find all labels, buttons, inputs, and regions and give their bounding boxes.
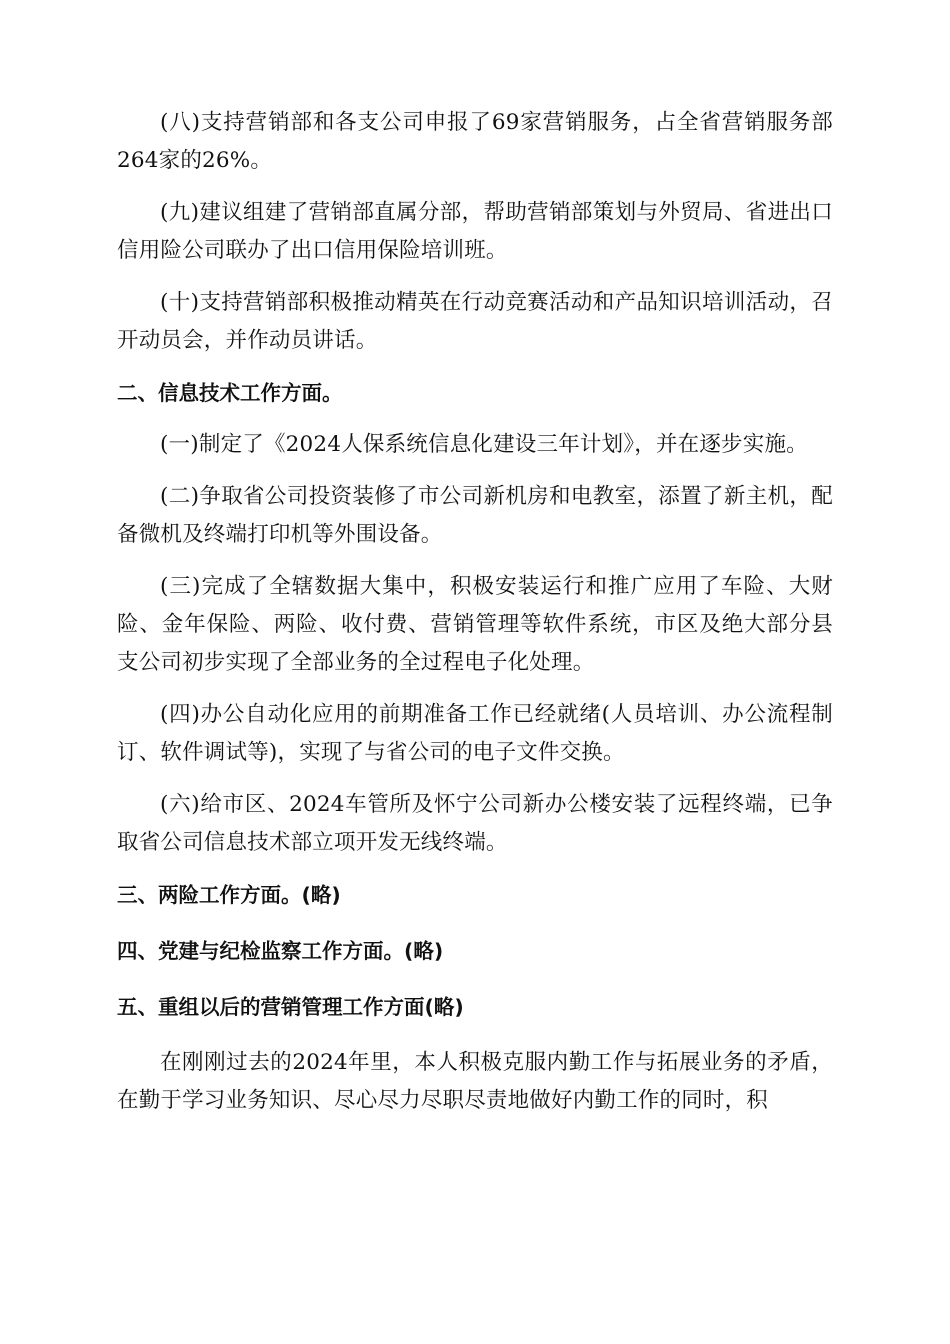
paragraph-item-10: (十)支持营销部积极推动精英在行动竞赛活动和产品知识培训活动，召开动员会，并作动员讲话。	[117, 290, 833, 353]
paragraph-item-9: (九)建议组建了营销部直属分部，帮助营销部策划与外贸局、省进出口信用险公司联办了出口信用保险培训班。	[117, 200, 833, 263]
paragraph-it-3: (三)完成了全辖数据大集中，积极安装运行和推广应用了车险、大财险、金年保险、两险、收付费、营销管理等软件系统，市区及绝大部分县支公司初步实现了全部业务的全过程电子化处理。	[117, 574, 833, 675]
paragraph-it-2: (二)争取省公司投资装修了市公司新机房和电教室，添置了新主机，配备微机及终端打印机等外围设备。	[117, 484, 833, 547]
paragraph-it-1: (一)制定了《2024人保系统信息化建设三年计划》，并在逐步实施。	[160, 432, 808, 457]
paragraph-it-6: (六)给市区、2024车管所及怀宁公司新办公楼安装了远程终端，已争取省公司信息技术部立项开发无线终端。	[117, 792, 833, 855]
paragraph-it-4: (四)办公自动化应用的前期准备工作已经就绪(人员培训、办公流程制订、软件调试等)，实现了与省公司的电子文件交换。	[117, 702, 833, 765]
section-heading-3: 三、两险工作方面。(略)	[117, 883, 341, 907]
paragraph-item-8: (八)支持营销部和各支公司申报了69家营销服务，占全省营销服务部264家的26%。	[117, 110, 833, 173]
section-heading-5: 五、重组以后的营销管理工作方面(略)	[117, 995, 464, 1019]
section-heading-2: 二、信息技术工作方面。	[117, 381, 343, 405]
paragraph-summary: 在刚刚过去的2024年里，本人积极克服内勤工作与拓展业务的矛盾，在勤于学习业务知识、尽心尽力尽职尽责地做好内勤工作的同时，积	[117, 1050, 833, 1113]
document-page	[117, 104, 833, 1134]
section-heading-4: 四、党建与纪检监察工作方面。(略)	[117, 939, 444, 963]
